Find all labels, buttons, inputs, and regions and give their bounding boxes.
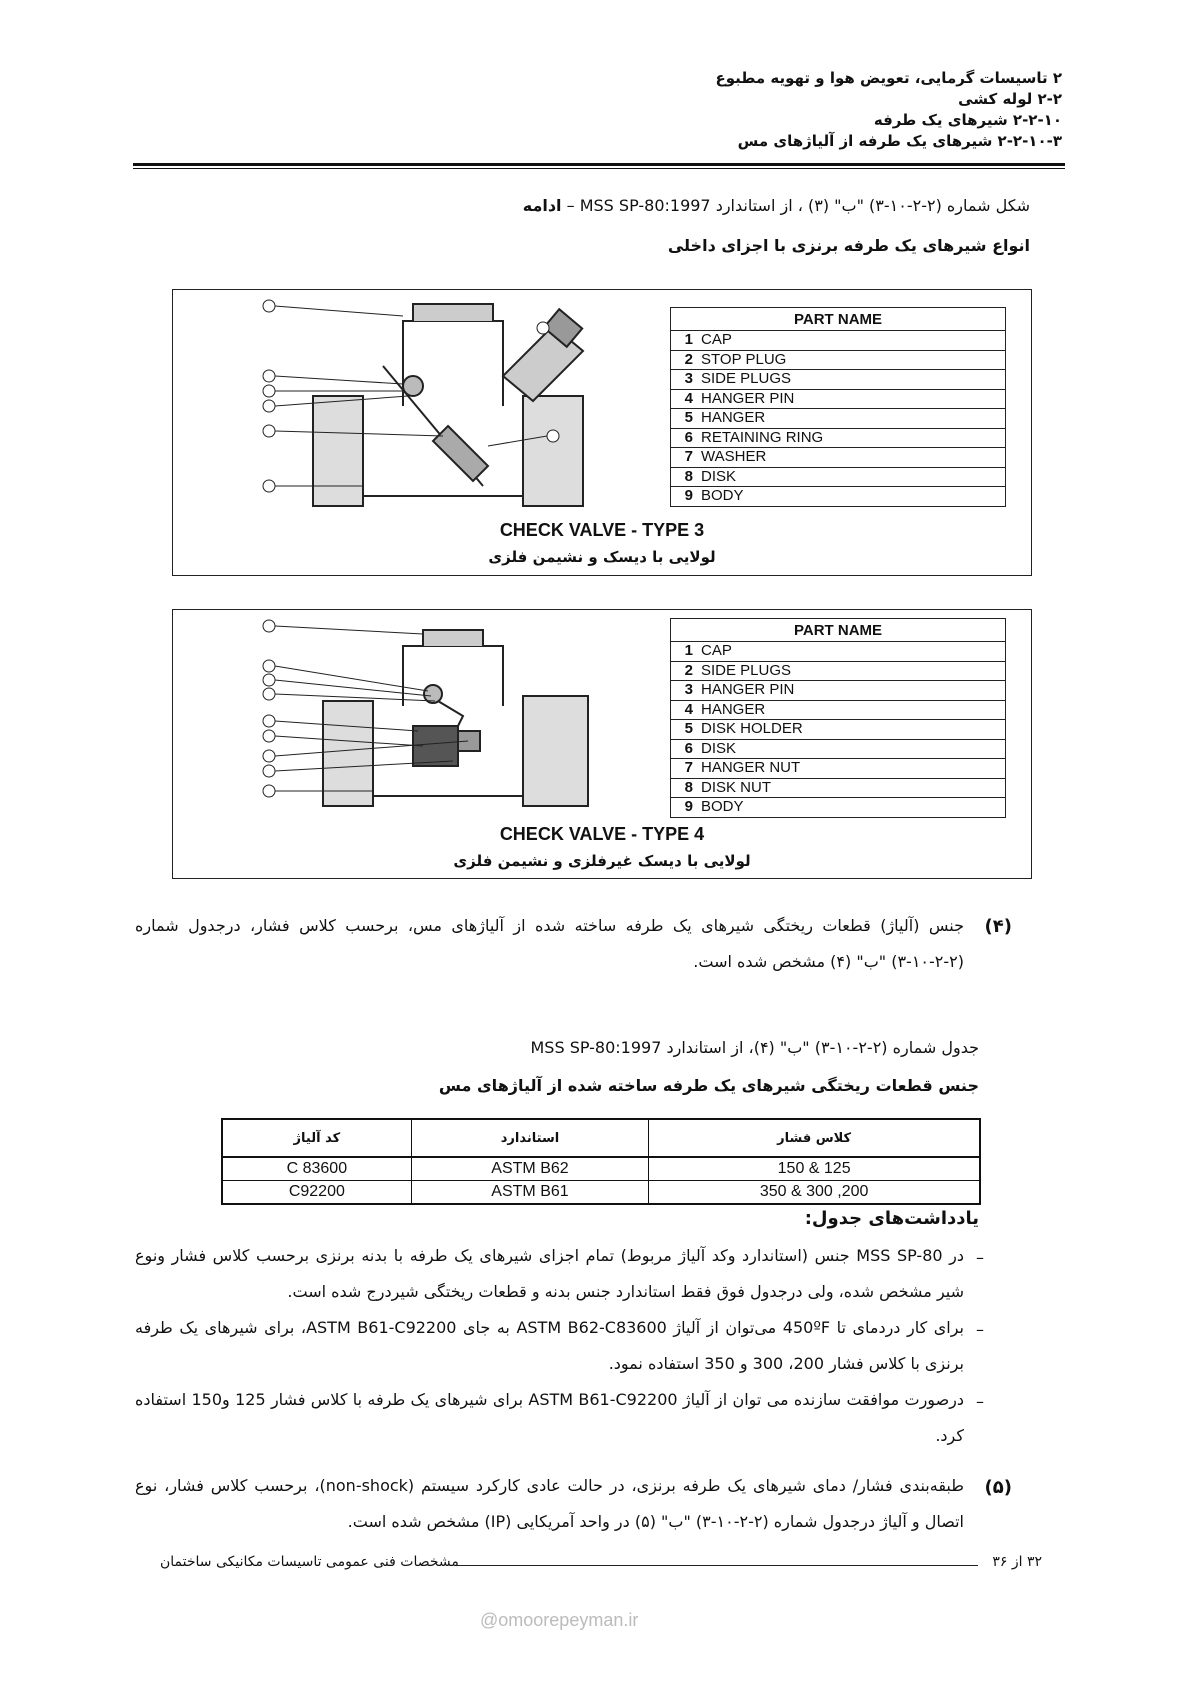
table-row: 1 CAP [671, 642, 1006, 662]
table-row: 6 DISK [671, 739, 1006, 759]
table-row: 3 HANGER PIN [671, 681, 1006, 701]
paragraph-number-5: (۵) [984, 1477, 1012, 1498]
header-line-2: ۲-۲ لوله کشی [958, 90, 1062, 108]
parts-table-type-3 [670, 307, 1006, 507]
parts-table-type-4 [670, 618, 1006, 818]
note-bullet: – [976, 1320, 984, 1339]
header-line-3: ۲-۲-۱۰ شیرهای یک طرفه [873, 111, 1062, 129]
footer-rule [455, 1565, 978, 1566]
notes-title: یادداشت‌های جدول: [804, 1208, 979, 1229]
table-row: 7 WASHER [671, 448, 1006, 468]
figure-check-valve-type-4 [172, 609, 1032, 879]
check-valve-type-3-drawing [253, 296, 693, 526]
table-row: 5 HANGER [671, 409, 1006, 429]
figure-title-type-4: CHECK VALVE - TYPE 4 [499, 824, 705, 844]
footer-page-number: ۳۲ از ۳۶ [992, 1554, 1042, 1570]
figure-caption-line-1: شکل شماره (۲-۲-۱۰-۳) "ب" (۳) ، از استاندارد MSS SP-80:1997 – ادامه [522, 196, 1030, 215]
table-row: 125 & 150 ASTM B62 C 83600 [222, 1157, 980, 1181]
table-row: 9 BODY [671, 487, 1006, 507]
paragraph-5: طبقه‌بندی فشار/ دمای شیرهای یک طرفه برنزی، در حالت عادی کارکرد سیستم (non-shock)، برحسب کلاس فشار، نوع اتصال و آلیاژ درجدول شماره (۲-۲-۱۰-۳) "ب" (۵) در واحد آمریکایی (IP) مشخص شده است. [135, 1476, 964, 1531]
header-line-4: ۲-۲-۱۰-۳ شیرهای یک طرفه از آلیاژهای مس [737, 132, 1062, 150]
table-row: 3 SIDE PLUGS [671, 370, 1006, 390]
table-row: 7 HANGER NUT [671, 759, 1006, 779]
figure-subtitle-type-3: لولایی با دیسک و نشیمن فلزی [488, 548, 716, 566]
header-line-1: ۲ تاسیسات گرمایی، تعویض هوا و تهویه مطبوع [715, 69, 1062, 87]
figure-subtitle-type-4: لولایی با دیسک غیرفلزی و نشیمن فلزی [453, 852, 751, 870]
check-valve-type-4-drawing [253, 616, 693, 826]
header-rule-thin [133, 168, 1065, 169]
paragraph-number-4: (۴) [984, 916, 1012, 937]
table-row: 4 HANGER PIN [671, 389, 1006, 409]
table-row: 8 DISK [671, 467, 1006, 487]
table-row: 2 STOP PLUG [671, 350, 1006, 370]
column-header-alloy-code: کد آلیاژ [222, 1119, 411, 1157]
table-caption-line-2: جنس قطعات ریختگی شیرهای یک طرفه ساخته شده از آلیاژهای مس [438, 1076, 979, 1095]
table-row: 9 BODY [671, 798, 1006, 818]
parts-table-header: PART NAME [671, 619, 1006, 642]
figure-caption-line-2: انواع شیرهای یک طرفه برنزی با اجزای داخلی [667, 236, 1030, 255]
note-bullet: – [976, 1248, 984, 1267]
table-caption-line-1: جدول شماره (۲-۲-۱۰-۳) "ب" (۴)، از استاندارد MSS SP-80:1997 [530, 1038, 979, 1057]
paragraph-4: جنس (آلیاژ) قطعات ریختگی شیرهای یک طرفه ساخته شده از آلیاژهای مس، برحسب کلاس فشار، درجدول شماره (۲-۲-۱۰-۳) "ب" (۴) مشخص شده است. [135, 916, 964, 971]
watermark: @omoorepeyman.ir [480, 1610, 639, 1630]
note-3: درصورت موافقت سازنده می توان از آلیاژ ASTM B61-C92200 برای شیرهای یک طرفه با کلاس فشار 125 و150 استفاده کرد. [135, 1390, 965, 1445]
header-rule-thick [133, 163, 1065, 166]
table-row: 2 SIDE PLUGS [671, 661, 1006, 681]
footer-title: مشخصات فنی عمومی تاسیسات مکانیکی ساختمان [160, 1554, 459, 1570]
table-row: 5 DISK HOLDER [671, 720, 1006, 740]
column-header-pressure-class: کلاس فشار [649, 1119, 980, 1157]
alloy-table [221, 1118, 981, 1205]
table-row: 1 CAP [671, 331, 1006, 351]
table-row: 8 DISK NUT [671, 778, 1006, 798]
figure-check-valve-type-3 [172, 289, 1032, 576]
page-header [715, 68, 1062, 152]
table-row: 6 RETAINING RING [671, 428, 1006, 448]
figure-caption-continued: ادامه [522, 196, 562, 215]
table-row: 200, 300 & 350 ASTM B61 C92200 [222, 1181, 980, 1205]
table-row: 4 HANGER [671, 700, 1006, 720]
note-2: برای کار دردمای تا 450ºF می‌توان از آلیاژ ASTM B62-C83600 به جای ASTM B61-C92200، برای شیرهای یک طرفه برنزی با کلاس فشار 200، 300 و 350 استفاده نمود. [135, 1318, 964, 1373]
note-1: در MSS SP-80 جنس (استاندارد وکد آلیاژ مربوط) تمام اجزای شیرهای یک طرفه با بدنه برنزی برحسب کلاس فشار ونوع شیر مشخص شده، ولی درجدول فوق فقط استاندارد جنس بدنه و قطعات ریختگی شیردرج شده است. [135, 1246, 964, 1301]
figure-title-type-3: CHECK VALVE - TYPE 3 [499, 520, 705, 540]
column-header-standard: استاندارد [411, 1119, 649, 1157]
parts-table-header: PART NAME [671, 308, 1006, 331]
note-bullet: – [976, 1392, 984, 1411]
